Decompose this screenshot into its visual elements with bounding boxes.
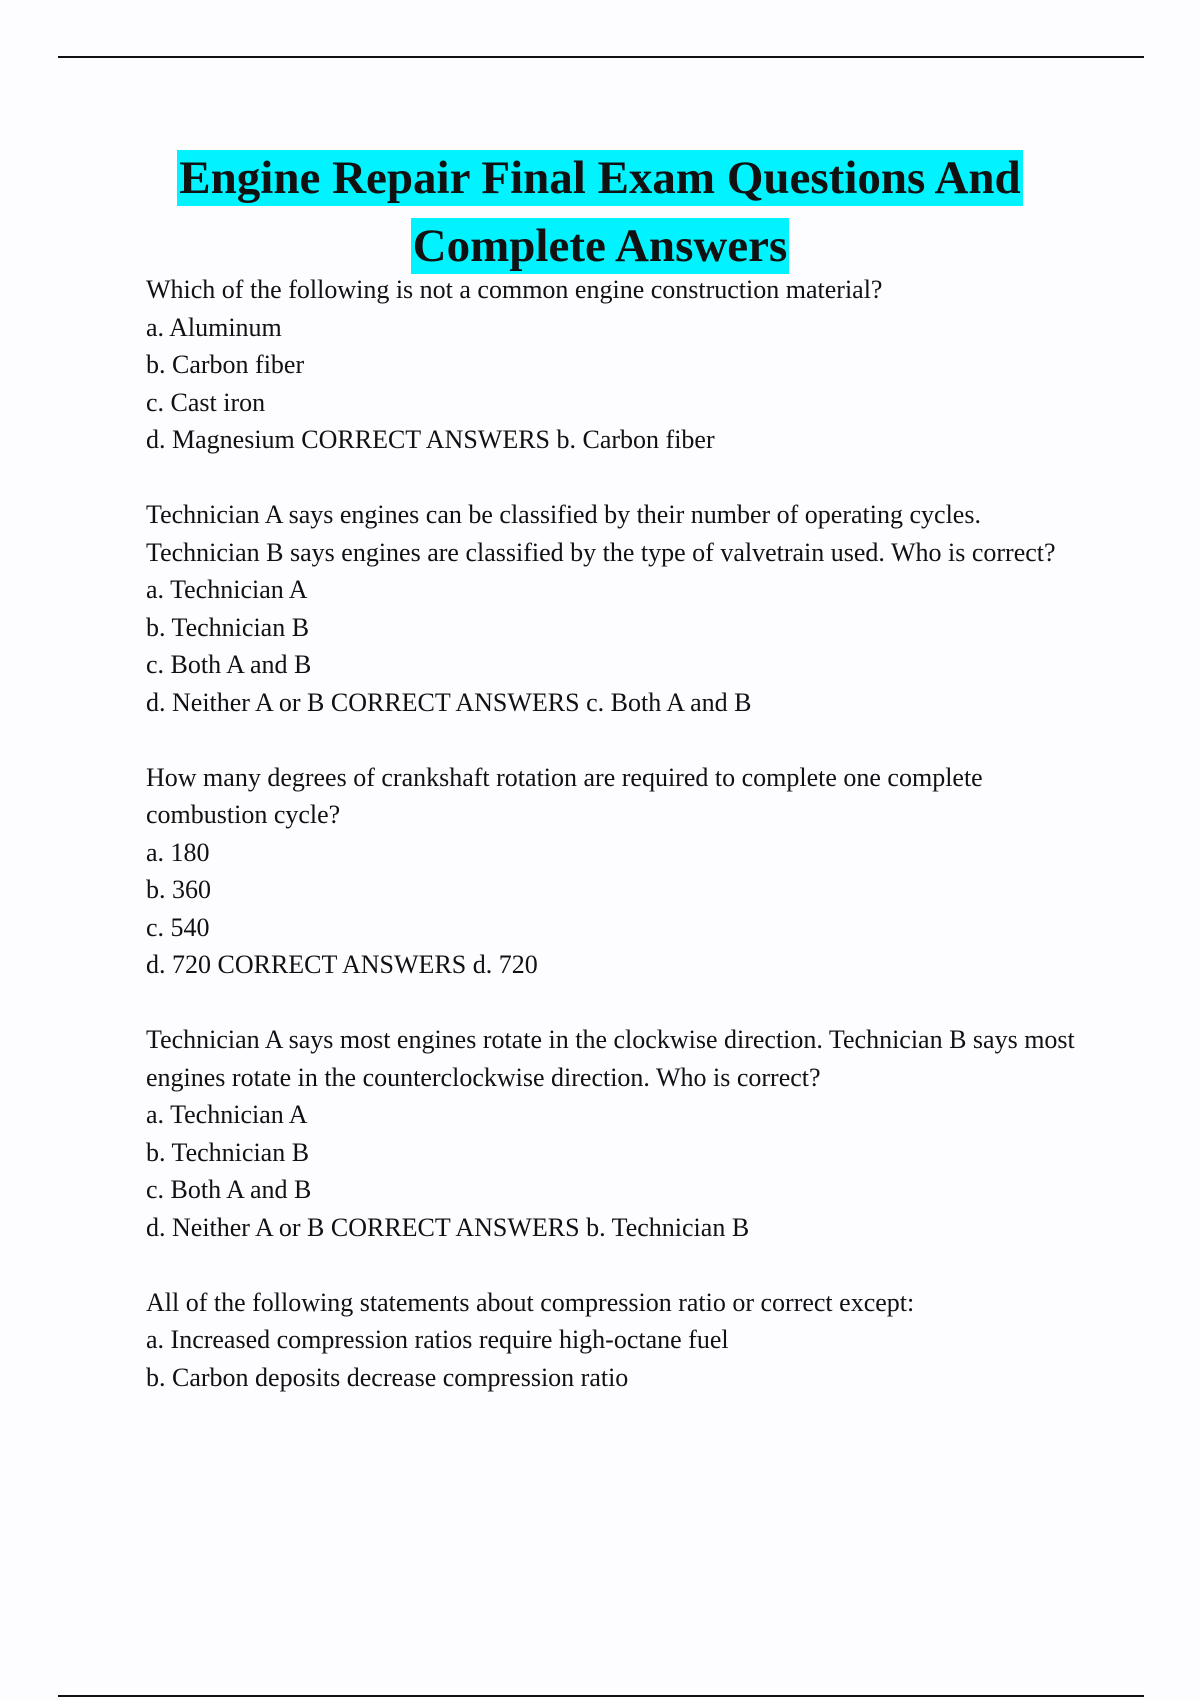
option-a: a. 180	[146, 837, 210, 867]
question-4	[146, 1021, 1076, 1246]
option-b: b. Technician B	[146, 612, 310, 642]
option-d-with-answer: d. 720 CORRECT ANSWERS d. 720	[146, 950, 538, 979]
option-b: b. 360	[146, 875, 211, 904]
option-b: b. Carbon fiber	[146, 350, 305, 379]
option-c: c. Both A and B	[146, 1175, 312, 1204]
question-stem: Technician A says most engines rotate in the clockwise direction. Technician B says most engines rotate in the counterclockwise direction. Who is correct?	[146, 1025, 1075, 1092]
option-c: c. 540	[146, 912, 210, 942]
question-1	[146, 271, 1076, 459]
top-rule	[58, 56, 1144, 58]
title-line-1: Engine Repair Final Exam Questions And	[179, 152, 1021, 204]
option-b: b. Technician B	[146, 1137, 310, 1167]
title-line-2: Complete Answers	[412, 220, 788, 272]
option-a: a. Aluminum	[146, 312, 282, 342]
option-d-with-answer: d. Neither A or B CORRECT ANSWERS b. Technician B	[146, 1212, 750, 1242]
question-stem: Technician A says engines can be classified by their number of operating cycles. Technician B says engines are classified by the type of valvetrain used. Who is correct?	[146, 500, 1056, 567]
option-d-with-answer: d. Neither A or B CORRECT ANSWERS c. Both A and B	[146, 687, 752, 717]
option-d-with-answer: d. Magnesium CORRECT ANSWERS b. Carbon fiber	[146, 425, 715, 454]
option-c: c. Both A and B	[146, 650, 312, 679]
question-5	[146, 1284, 1076, 1397]
option-b: b. Carbon deposits decrease compression ratio	[146, 1362, 629, 1392]
bottom-rule	[58, 1695, 1144, 1697]
page-title	[100, 146, 1100, 282]
option-a: a. Technician A	[146, 1100, 308, 1129]
question-stem: How many degrees of crankshaft rotation are required to complete one complete combustion cycle?	[146, 762, 983, 829]
question-2	[146, 496, 1076, 721]
option-c: c. Cast iron	[146, 387, 266, 417]
option-a: a. Technician A	[146, 575, 308, 604]
question-stem: Which of the following is not a common engine construction material?	[146, 275, 883, 304]
question-list	[146, 271, 1076, 1434]
question-3	[146, 759, 1076, 984]
option-a: a. Increased compression ratios require high-octane fuel	[146, 1325, 729, 1354]
question-stem: All of the following statements about compression ratio or correct except:	[146, 1287, 915, 1317]
